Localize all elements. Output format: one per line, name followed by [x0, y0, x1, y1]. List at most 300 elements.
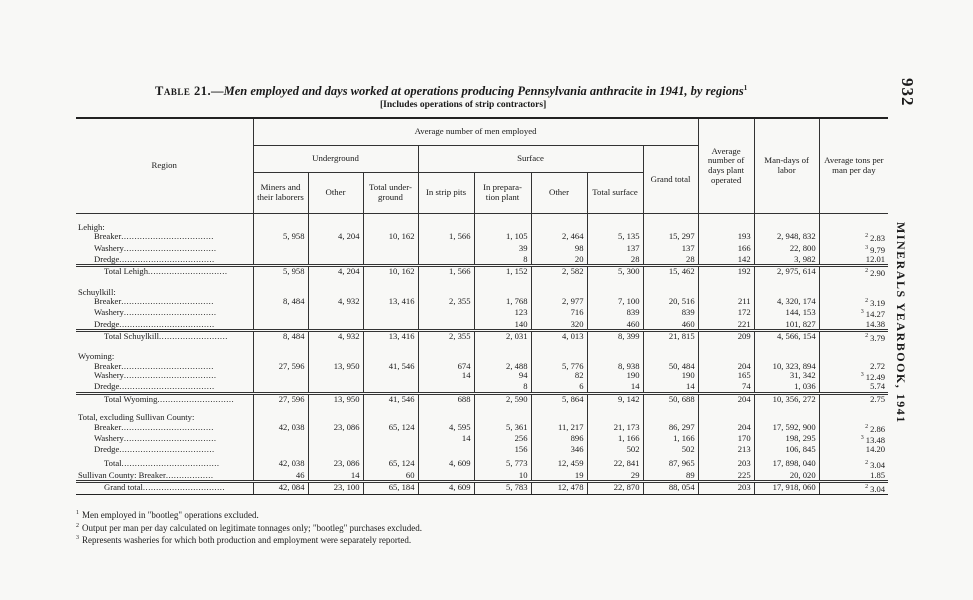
row-label: Total Wyoming............................. — [76, 393, 253, 404]
table-cell: 137 — [587, 244, 643, 255]
empty-cell — [418, 404, 474, 422]
table-cell: 204 — [698, 362, 754, 371]
table-cell: 211 — [698, 297, 754, 308]
empty-cell — [253, 343, 308, 361]
empty-cell — [308, 343, 363, 361]
table-cell: 13, 416 — [363, 330, 418, 343]
header-strip-pits: In strip pits — [418, 173, 474, 214]
empty-cell — [819, 214, 888, 233]
table-cell: 4, 609 — [418, 482, 474, 495]
empty-cell — [474, 404, 531, 422]
footnotes — [76, 508, 676, 546]
table-cell: 8, 484 — [253, 330, 308, 343]
table-cell — [418, 320, 474, 331]
row-label: Dredge.................................... — [94, 318, 215, 329]
footnote-mark: 3 — [860, 434, 864, 441]
table-cell — [418, 382, 474, 393]
table-cell — [253, 320, 308, 331]
table-cell — [418, 471, 474, 482]
row-label: Grand total............................... — [76, 482, 253, 495]
table-cell — [253, 308, 308, 319]
table-cell — [418, 308, 474, 319]
footnote-mark: 3 — [860, 372, 864, 379]
empty-cell — [643, 214, 698, 233]
table-cell: 213 — [698, 445, 754, 454]
table-cell: 203 — [698, 482, 754, 495]
table-cell: 460 — [587, 320, 643, 331]
total-row — [76, 454, 888, 470]
table-cell: 23, 100 — [308, 482, 363, 495]
header-miners: Miners and their laborers — [253, 173, 308, 214]
table-cell — [308, 244, 363, 255]
table-cell: 41, 546 — [363, 393, 418, 404]
footnote-1: $^1$ Men employed in "bootleg" operations excluded. — [76, 510, 259, 520]
region-heading-row — [76, 279, 888, 297]
table-cell: 716 — [531, 308, 587, 319]
table-cell — [253, 445, 308, 454]
empty-cell — [754, 343, 819, 361]
empty-cell — [819, 343, 888, 361]
table-cell: 22, 800 — [754, 244, 819, 255]
table-cell: 2, 488 — [474, 362, 531, 371]
header-man-days: Man-days of labor — [754, 118, 819, 214]
table-cell: 1, 036 — [754, 382, 819, 393]
table-cell — [308, 320, 363, 331]
table-cell: 225 — [698, 471, 754, 482]
header-grand-total: Grand total — [643, 146, 698, 214]
table-cell: 39 — [474, 244, 531, 255]
table-cell — [253, 434, 308, 445]
empty-cell — [587, 404, 643, 422]
total-row — [76, 482, 888, 495]
page-number: 932 — [898, 78, 917, 107]
table-cell: 4, 932 — [308, 330, 363, 343]
running-head: MINERALS YEARBOOK, 1941 — [894, 222, 908, 424]
empty-cell — [474, 214, 531, 233]
header-preparation-plant: In prepara-tion plant — [474, 173, 531, 214]
table-cell: 204 — [698, 423, 754, 434]
row-label: Dredge.................................... — [94, 444, 215, 455]
table-cell: 88, 054 — [643, 482, 698, 495]
empty-cell — [308, 214, 363, 233]
region-heading-row — [76, 343, 888, 361]
table-cell: 1, 166 — [643, 434, 698, 445]
table-cell: 8, 938 — [587, 362, 643, 371]
table-cell — [253, 371, 308, 382]
table-cell: 502 — [643, 445, 698, 454]
table-cell: 86, 297 — [643, 423, 698, 434]
table-cell: 21, 815 — [643, 330, 698, 343]
table-cell — [363, 445, 418, 454]
table-row — [76, 445, 888, 454]
table-cell — [363, 244, 418, 255]
empty-cell — [587, 279, 643, 297]
table-cell: 4, 932 — [308, 297, 363, 308]
table-cell: 204 — [698, 393, 754, 404]
table-cell: 42, 038 — [253, 454, 308, 470]
region-heading-row — [76, 404, 888, 422]
table-cell: 98 — [531, 244, 587, 255]
table-cell: 1, 566 — [418, 232, 474, 243]
table-cell: 142 — [698, 255, 754, 266]
header-surface-other: Other — [531, 173, 587, 214]
table-cell — [418, 255, 474, 266]
table-cell: 123 — [474, 308, 531, 319]
table-caption: —Men employed and days worked at operations producing Pennsylvania anthracite in 1941, by regions — [211, 84, 744, 99]
table-cell: 10, 162 — [363, 232, 418, 243]
table-cell: 10, 323, 894 — [754, 362, 819, 371]
table-cell: 198, 295 — [754, 434, 819, 445]
table-cell: 10, 356, 272 — [754, 393, 819, 404]
table-cell: 20 — [531, 255, 587, 266]
table-cell: 170 — [698, 434, 754, 445]
table-cell: 221 — [698, 320, 754, 331]
table-cell: 193 — [698, 232, 754, 243]
table-cell — [308, 445, 363, 454]
table-cell: $^3$ 9.79 — [819, 244, 888, 255]
total-row — [76, 471, 888, 482]
table-cell: 2, 464 — [531, 232, 587, 243]
table-cell: 89 — [643, 471, 698, 482]
table-cell: 22, 870 — [587, 482, 643, 495]
empty-cell — [819, 279, 888, 297]
table-cell: 14 — [587, 382, 643, 393]
row-label: Washery................................... — [94, 432, 217, 443]
table-cell: 1, 105 — [474, 232, 531, 243]
table-cell: 21, 173 — [587, 423, 643, 434]
table-cell: 50, 484 — [643, 362, 698, 371]
table-cell: 17, 918, 060 — [754, 482, 819, 495]
table-cell — [308, 371, 363, 382]
row-label: Total Schuylkill.......................... — [76, 330, 253, 343]
table-cell: 14.20 — [819, 445, 888, 454]
table-cell: 2.72 — [819, 362, 888, 371]
table-cell: 4, 204 — [308, 266, 363, 279]
row-label: Dredge.................................... — [94, 253, 215, 264]
table-cell: 5.74 — [819, 382, 888, 393]
data-table — [76, 117, 888, 495]
table-cell: 346 — [531, 445, 587, 454]
row-label: Total Lehigh.............................. — [76, 266, 253, 279]
table-cell: 5, 864 — [531, 393, 587, 404]
table-cell: $^2$ 3.04 — [819, 454, 888, 470]
table-cell: 65, 184 — [363, 482, 418, 495]
table-cell: 12, 478 — [531, 482, 587, 495]
empty-cell — [698, 214, 754, 233]
table-cell: 2, 975, 614 — [754, 266, 819, 279]
table-cell: 14 — [418, 434, 474, 445]
table-cell: 87, 965 — [643, 454, 698, 470]
table-cell: 1, 566 — [418, 266, 474, 279]
table-cell — [253, 244, 308, 255]
table-cell: 46 — [253, 471, 308, 482]
table-cell: 42, 038 — [253, 423, 308, 434]
table-cell: 31, 342 — [754, 371, 819, 382]
table-cell: 6 — [531, 382, 587, 393]
table-header — [76, 118, 888, 214]
table-cell — [308, 255, 363, 266]
table-row — [76, 382, 888, 393]
table-cell: 1, 768 — [474, 297, 531, 308]
row-label: Breaker................................... — [94, 231, 214, 242]
table-cell: 5, 958 — [253, 232, 308, 243]
table-cell: 5, 773 — [474, 454, 531, 470]
table-cell: 17, 898, 040 — [754, 454, 819, 470]
header-region: Region — [76, 118, 253, 214]
region-heading-row — [76, 214, 888, 233]
row-label: Total..................................... — [104, 458, 220, 469]
table-cell: 15, 297 — [643, 232, 698, 243]
table-cell: 65, 124 — [363, 423, 418, 434]
table-cell — [308, 382, 363, 393]
empty-cell — [531, 214, 587, 233]
table-cell — [253, 382, 308, 393]
table-cell: 10 — [474, 471, 531, 482]
table-cell: 2, 355 — [418, 330, 474, 343]
table-cell: 12, 459 — [531, 454, 587, 470]
footnote-mark: 3 — [860, 309, 864, 316]
table-cell: 10, 162 — [363, 266, 418, 279]
table-cell: 5, 783 — [474, 482, 531, 495]
table-subtitle: [Includes operations of strip contractors] — [380, 100, 547, 110]
empty-cell — [308, 404, 363, 422]
table-cell: 27, 596 — [253, 362, 308, 371]
table-cell: 4, 013 — [531, 330, 587, 343]
table-cell: 839 — [587, 308, 643, 319]
header-avg-days: Average number of days plant operated — [698, 118, 754, 214]
table-cell: $^2$ 3.19 — [819, 297, 888, 308]
empty-cell — [253, 404, 308, 422]
table-cell: $^3$ 13.48 — [819, 434, 888, 445]
table-cell: 156 — [474, 445, 531, 454]
empty-cell — [308, 279, 363, 297]
row-label: Lehigh: — [78, 222, 105, 232]
footnote-mark: 2 — [865, 268, 869, 275]
empty-cell — [754, 214, 819, 233]
row-label: Wyoming: — [78, 351, 115, 362]
table-cell: 12.01 — [819, 255, 888, 266]
empty-cell — [698, 343, 754, 361]
table-cell: 8, 484 — [253, 297, 308, 308]
empty-cell — [363, 404, 418, 422]
table-cell: 2, 031 — [474, 330, 531, 343]
table-cell: 13, 950 — [308, 393, 363, 404]
table-cell — [253, 255, 308, 266]
table-cell: 11, 217 — [531, 423, 587, 434]
table-cell: 65, 124 — [363, 454, 418, 470]
total-row — [76, 266, 888, 279]
row-label: Washery................................... — [94, 242, 217, 253]
table-cell: 22, 841 — [587, 454, 643, 470]
table-cell: 5, 300 — [587, 266, 643, 279]
header-surface: Surface — [418, 146, 643, 173]
table-cell — [418, 445, 474, 454]
empty-cell — [698, 404, 754, 422]
table-cell: 20, 516 — [643, 297, 698, 308]
footnote-3: $^3$ Represents washeries for which both production and employment were separately reported. — [76, 535, 412, 545]
title-footnote-mark: 1 — [743, 84, 748, 92]
table-cell: 320 — [531, 320, 587, 331]
header-avg-men: Average number of men employed — [253, 118, 698, 146]
empty-cell — [531, 404, 587, 422]
table-cell: 50, 688 — [643, 393, 698, 404]
table-cell: 2.75 — [819, 393, 888, 404]
table-cell: 144, 153 — [754, 308, 819, 319]
empty-cell — [754, 404, 819, 422]
table-cell: 2, 590 — [474, 393, 531, 404]
table-cell — [363, 308, 418, 319]
table-cell: 140 — [474, 320, 531, 331]
table-cell: 19 — [531, 471, 587, 482]
table-cell: 8, 399 — [587, 330, 643, 343]
header-ug-other: Other — [308, 173, 363, 214]
table-cell — [363, 382, 418, 393]
footnote-mark: 2 — [865, 298, 869, 305]
table-cell: $^2$ 3.04 — [819, 482, 888, 495]
table-cell: 460 — [643, 320, 698, 331]
empty-cell — [643, 343, 698, 361]
table-cell: 17, 592, 900 — [754, 423, 819, 434]
empty-cell — [587, 214, 643, 233]
table-cell: 82 — [531, 371, 587, 382]
table-cell — [308, 434, 363, 445]
total-row — [76, 393, 888, 404]
header-underground: Underground — [253, 146, 418, 173]
table-cell: $^3$ 14.27 — [819, 308, 888, 319]
table-cell: 4, 595 — [418, 423, 474, 434]
table-cell: 41, 546 — [363, 362, 418, 371]
row-label: Washery................................... — [94, 370, 217, 381]
total-row — [76, 330, 888, 343]
table-cell: 13, 416 — [363, 297, 418, 308]
table-row — [76, 320, 888, 331]
empty-cell — [531, 343, 587, 361]
row-label: Dredge.................................... — [94, 381, 215, 392]
table-cell: 688 — [418, 393, 474, 404]
table-cell: 8 — [474, 382, 531, 393]
row-label: Sullivan County: Breaker.................. — [78, 469, 214, 480]
empty-cell — [754, 279, 819, 297]
table-cell: 74 — [698, 382, 754, 393]
table-cell: 42, 084 — [253, 482, 308, 495]
row-label: Breaker................................... — [94, 360, 214, 371]
table-cell: 839 — [643, 308, 698, 319]
table-cell: 2, 977 — [531, 297, 587, 308]
table-cell — [363, 255, 418, 266]
table-cell: 5, 958 — [253, 266, 308, 279]
table-cell: 4, 566, 154 — [754, 330, 819, 343]
footnote-mark: 2 — [865, 484, 869, 491]
header-total-surface: Total surface — [587, 173, 643, 214]
empty-cell — [418, 279, 474, 297]
table-cell: 27, 596 — [253, 393, 308, 404]
table-cell: 1, 152 — [474, 266, 531, 279]
header-avg-tons: Average tons per man per day — [819, 118, 888, 214]
row-label: Total, excluding Sullivan County: — [78, 412, 195, 423]
table-cell: 28 — [587, 255, 643, 266]
table-cell: 165 — [698, 371, 754, 382]
empty-cell — [698, 279, 754, 297]
empty-cell — [587, 343, 643, 361]
row-label: Breaker................................... — [94, 421, 214, 432]
table-cell: 896 — [531, 434, 587, 445]
empty-cell — [643, 279, 698, 297]
empty-cell — [363, 279, 418, 297]
empty-cell — [363, 343, 418, 361]
footnote-mark: 2 — [865, 423, 869, 430]
table-cell: 60 — [363, 471, 418, 482]
table-cell: $^2$ 2.90 — [819, 266, 888, 279]
table-cell: 101, 827 — [754, 320, 819, 331]
table-cell: 209 — [698, 330, 754, 343]
table-cell: 190 — [643, 371, 698, 382]
table-cell: 9, 142 — [587, 393, 643, 404]
empty-cell — [819, 404, 888, 422]
empty-cell — [643, 404, 698, 422]
table-cell: $^2$ 2.86 — [819, 423, 888, 434]
footnote-mark: 2 — [865, 233, 869, 240]
table-cell: 7, 100 — [587, 297, 643, 308]
table-cell: 8 — [474, 255, 531, 266]
empty-cell — [253, 279, 308, 297]
table-cell: 3, 982 — [754, 255, 819, 266]
table-cell — [363, 320, 418, 331]
table-cell: 14 — [418, 371, 474, 382]
table-cell: 192 — [698, 266, 754, 279]
table-cell: 29 — [587, 471, 643, 482]
empty-cell — [418, 214, 474, 233]
empty-cell — [474, 343, 531, 361]
table-cell: 94 — [474, 371, 531, 382]
table-cell: 14.38 — [819, 320, 888, 331]
empty-cell — [363, 214, 418, 233]
table-cell: 502 — [587, 445, 643, 454]
table-cell: 137 — [643, 244, 698, 255]
table-cell: 23, 086 — [308, 423, 363, 434]
table-cell — [308, 308, 363, 319]
empty-cell — [474, 279, 531, 297]
table-cell: $^3$ 12.49 — [819, 371, 888, 382]
table-cell: 2, 582 — [531, 266, 587, 279]
footnote-mark: 3 — [865, 244, 869, 251]
footnote-mark: 2 — [865, 460, 869, 467]
empty-cell — [253, 214, 308, 233]
row-label: Washery................................... — [94, 307, 217, 318]
table-cell: 2, 948, 832 — [754, 232, 819, 243]
row-label: Breaker................................... — [94, 296, 214, 307]
table-cell: 28 — [643, 255, 698, 266]
table-cell: 4, 609 — [418, 454, 474, 470]
footnote-2: $^2$ Output per man per day calculated on legitimate tonnages only; "bootleg" purchases excluded. — [76, 522, 422, 533]
table-cell: 23, 086 — [308, 454, 363, 470]
table-cell: 190 — [587, 371, 643, 382]
table-row — [76, 255, 888, 266]
table-cell: 14 — [643, 382, 698, 393]
table-cell — [418, 244, 474, 255]
table-cell: 5, 361 — [474, 423, 531, 434]
table-cell: 4, 204 — [308, 232, 363, 243]
table-cell: 15, 462 — [643, 266, 698, 279]
table-cell: 20, 020 — [754, 471, 819, 482]
table-cell: 203 — [698, 454, 754, 470]
empty-cell — [418, 343, 474, 361]
header-total-underground: Total under-ground — [363, 173, 418, 214]
table-cell: 172 — [698, 308, 754, 319]
table-cell — [363, 371, 418, 382]
table-cell: 106, 845 — [754, 445, 819, 454]
empty-cell — [531, 279, 587, 297]
table-cell: 4, 320, 174 — [754, 297, 819, 308]
